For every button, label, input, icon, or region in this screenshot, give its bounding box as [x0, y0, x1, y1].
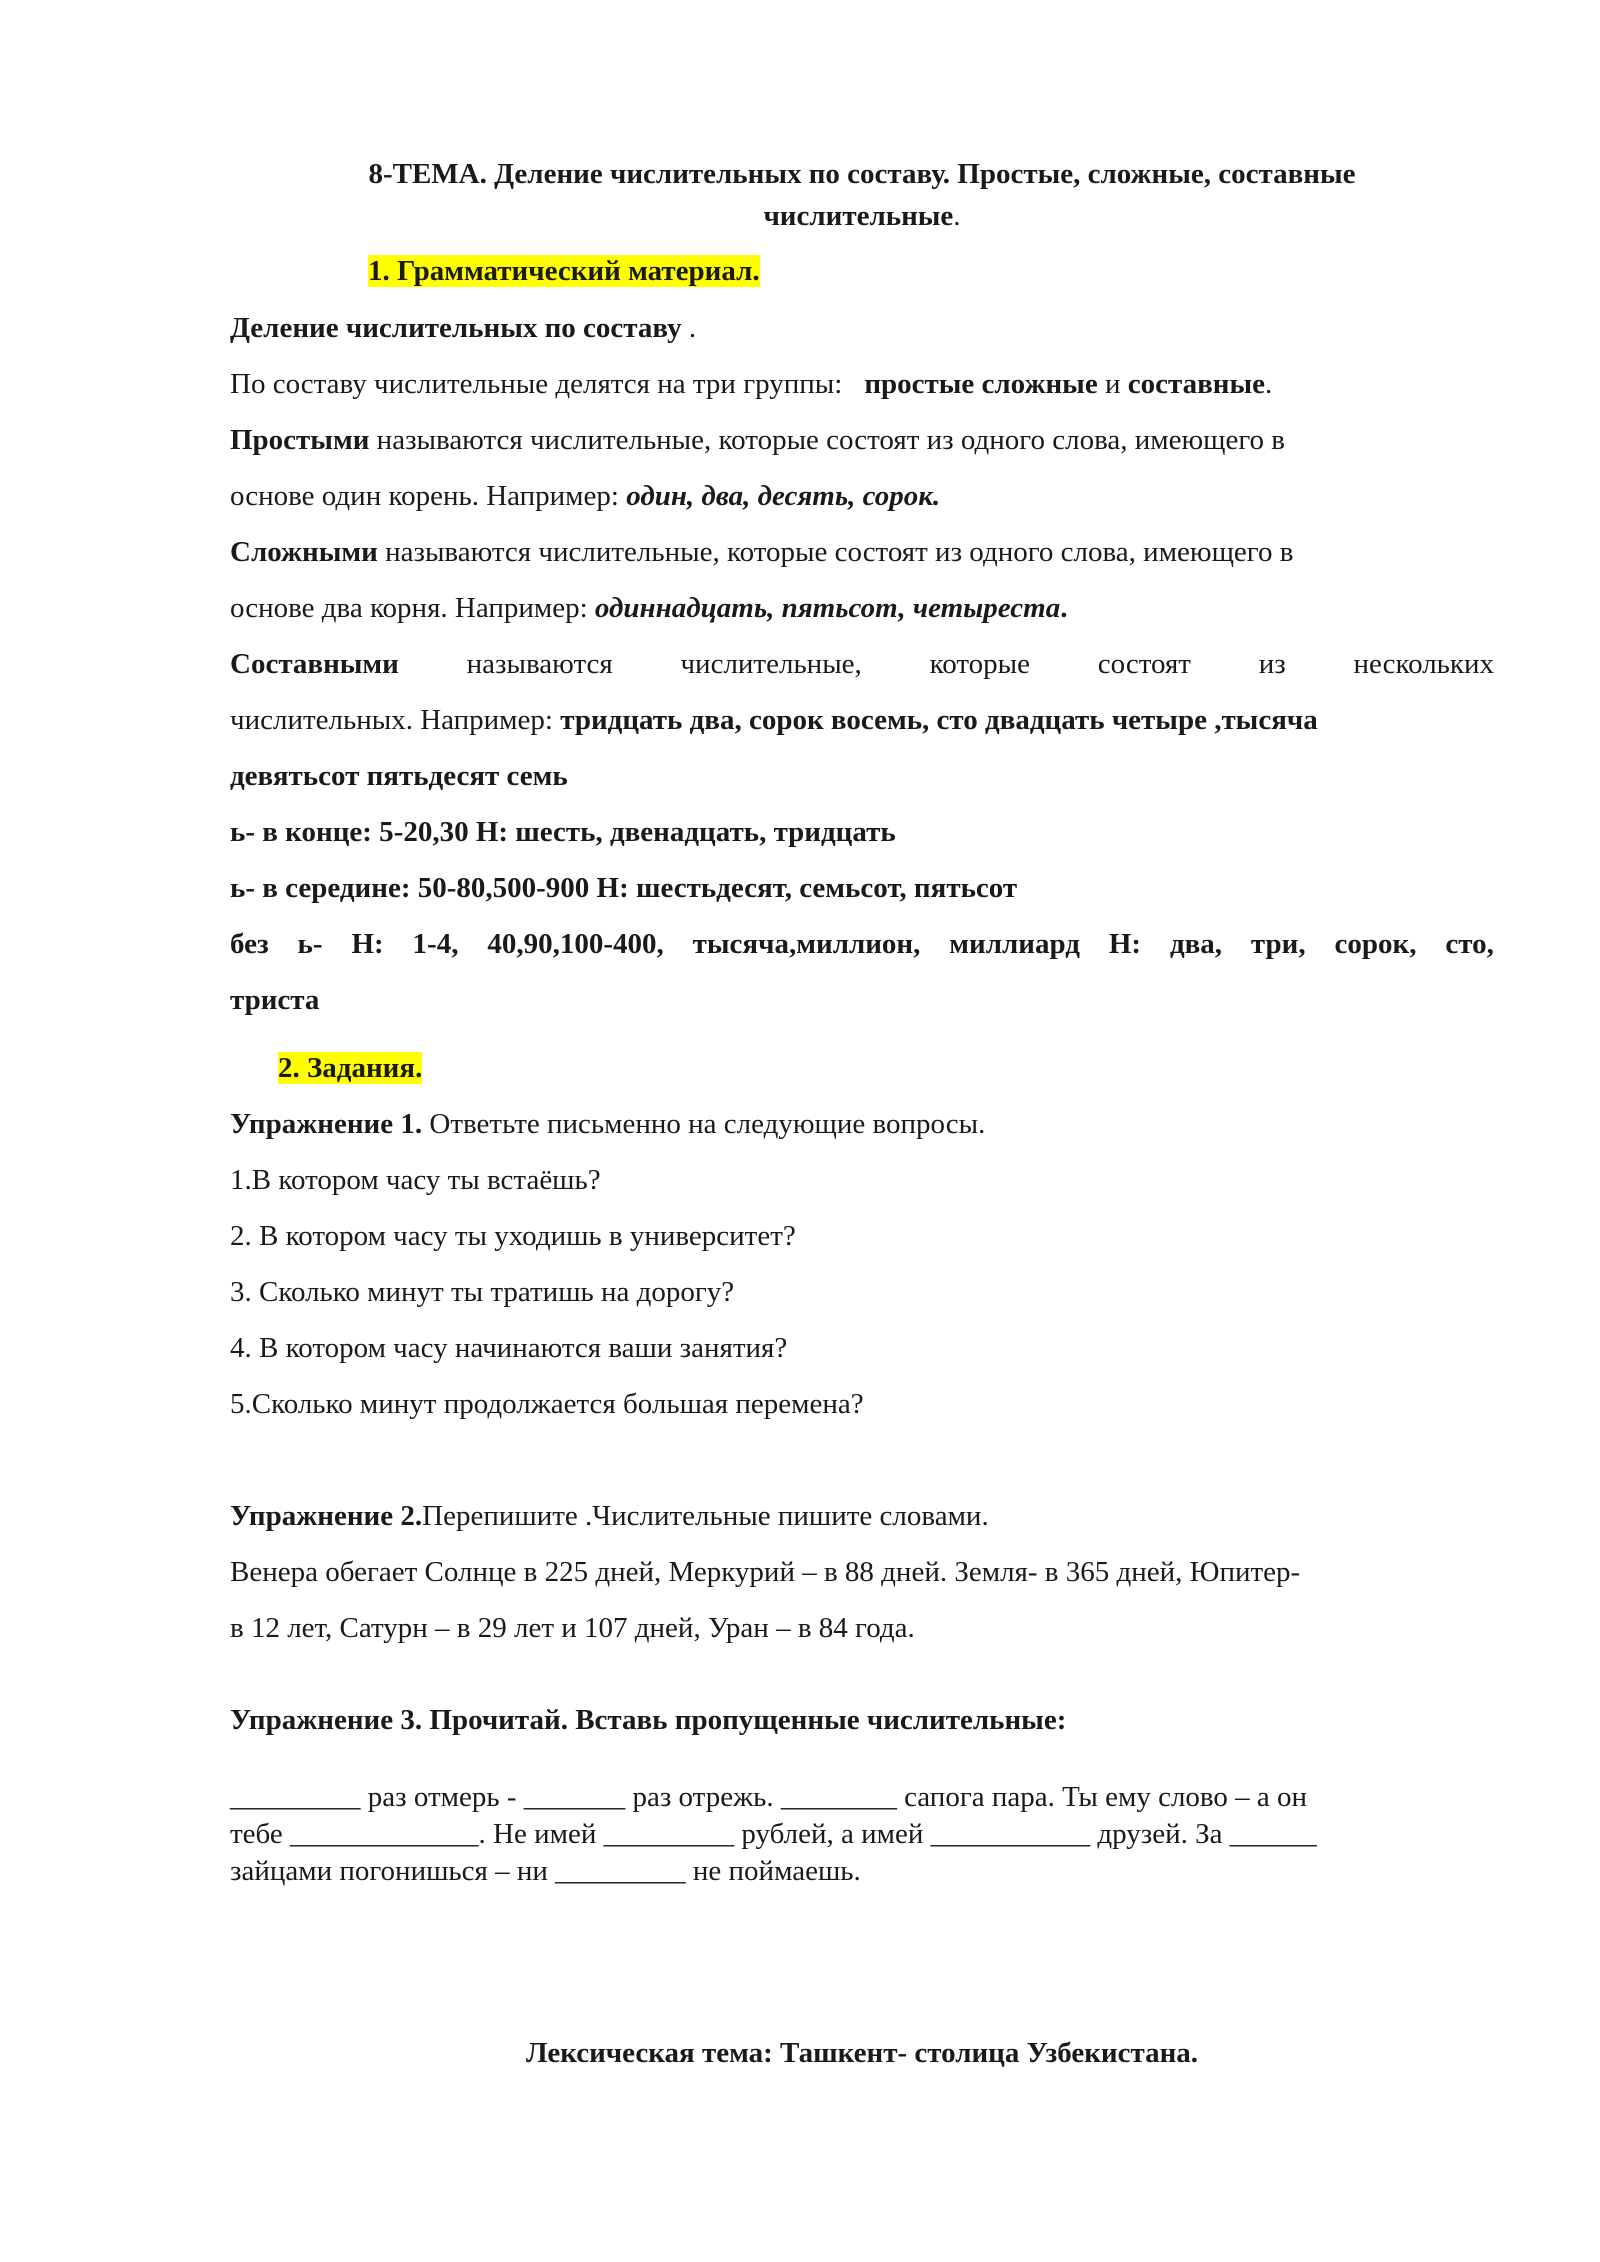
- rule-word: два,: [1169, 928, 1223, 960]
- simple-definition-line2: [230, 478, 1494, 514]
- rule-word: Н:: [351, 928, 384, 960]
- soft-sign-without-rule-line2: триста: [230, 984, 320, 1016]
- highlighted-heading: 2. Задания.: [278, 1052, 423, 1084]
- rule-word: 1-4,: [412, 928, 459, 960]
- compound-word: которые: [929, 648, 1030, 680]
- complex-line1-rest: называются числительные, которые состоят из одного слова, имеющего в: [377, 536, 1294, 568]
- rule-word: три,: [1250, 928, 1306, 960]
- exercise1-question: 5.Сколько минут продолжается большая перемена?: [230, 1388, 864, 1420]
- compound-term: Составными: [230, 648, 399, 680]
- section-heading-tasks: [278, 1050, 422, 1086]
- soft-sign-middle-rule: ь- в середине: 50-80,500-900 Н: шестьдесят, семьсот, пятьсот: [230, 872, 1018, 904]
- exercise1-question: 1.В котором часу ты встаёшь?: [230, 1164, 601, 1196]
- intro-term3: составные: [1127, 368, 1265, 400]
- exercise3-text-line1: _________ раз отмерь - _______ раз отрежь. ________ сапога пара. Ты ему слово – а он: [230, 1781, 1308, 1813]
- document-title-line2: [230, 198, 1494, 234]
- intro-and: и: [1097, 368, 1128, 400]
- rule-word: ь-: [297, 928, 323, 960]
- soft-sign-end-rule: ь- в конце: 5-20,30 Н: шесть, двенадцать, тридцать: [230, 816, 896, 848]
- section-heading-grammar: [368, 253, 760, 289]
- exercise1-question: 4. В котором часу начинаются ваши занятия?: [230, 1332, 788, 1364]
- exercise2-text-line1: Венера обегает Солнце в 225 дней, Меркурий – в 88 дней. Земля- в 365 дней, Юпитер-: [230, 1556, 1301, 1588]
- rule-word: тысяча,миллион,: [692, 928, 921, 960]
- intro-paragraph: [230, 366, 1494, 402]
- simple-line2-text: основе один корень. Например:: [230, 480, 627, 512]
- document-title-line1: 8-ТЕМА. Деление числительных по составу. Простые, сложные, составные: [368, 158, 1356, 190]
- subheading: [230, 310, 1494, 346]
- title-period: .: [953, 200, 961, 232]
- complex-line2-text: основе два корня. Например:: [230, 592, 595, 624]
- title-term: числительные: [763, 200, 954, 232]
- complex-period: .: [1060, 592, 1068, 624]
- complex-term: Сложными: [230, 536, 378, 568]
- compound-word: из: [1258, 648, 1286, 680]
- exercise2-instruction: Перепишите .Числительные пишите словами.: [422, 1500, 989, 1532]
- complex-definition-line2: [230, 590, 1494, 626]
- complex-examples: одиннадцать, пятьсот, четыреста: [594, 592, 1061, 624]
- compound-definition-line3: девятьсот пятьдесят семь: [230, 760, 568, 792]
- rule-word: миллиард: [949, 928, 1080, 960]
- exercise2-heading: [230, 1498, 1494, 1534]
- exercise3-text-line3: зайцами погонишься – ни _________ не поймаешь.: [230, 1855, 861, 1887]
- subheading-text: Деление числительных по составу: [230, 312, 682, 344]
- rule-word: сто,: [1445, 928, 1494, 960]
- subheading-tail: .: [681, 312, 697, 344]
- compound-word: состоят: [1097, 648, 1191, 680]
- simple-line1-rest: называются числительные, которые состоят из одного слова, имеющего в: [369, 424, 1285, 456]
- exercise1-question: 3. Сколько минут ты тратишь на дорогу?: [230, 1276, 735, 1308]
- exercise2-text-line2: в 12 лет, Сатурн – в 29 лет и 107 дней, Уран – в 84 года.: [230, 1612, 915, 1644]
- exercise1-heading: [230, 1106, 1494, 1142]
- rule-word: без: [230, 928, 269, 960]
- lexical-topic-heading: Лексическая тема: Ташкент- столица Узбекистана.: [525, 2037, 1199, 2069]
- simple-term: Простыми: [230, 424, 370, 456]
- rule-word: сорок,: [1334, 928, 1417, 960]
- intro-period: .: [1264, 368, 1273, 400]
- compound-definition-line2: [230, 702, 1494, 738]
- simple-definition-line1: [230, 422, 1494, 458]
- compound-definition-line1: [230, 646, 1494, 682]
- exercise3-text-line2: тебе _____________. Не имей _________ рублей, а имей ___________ друзей. За ______: [230, 1818, 1317, 1850]
- intro-text: По составу числительные делятся на три группы:: [230, 368, 843, 400]
- highlighted-heading: 1. Грамматический материал.: [368, 255, 760, 287]
- compound-word: числительные,: [680, 648, 862, 680]
- simple-examples: один, два, десять, сорок.: [626, 480, 941, 512]
- complex-definition-line1: [230, 534, 1494, 570]
- soft-sign-without-rule-line1: [230, 926, 1494, 962]
- intro-terms: простые сложные: [864, 368, 1098, 400]
- compound-word: называются: [466, 648, 613, 680]
- exercise1-question: 2. В котором часу ты уходишь в университет?: [230, 1220, 796, 1252]
- compound-examples: тридцать два, сорок восемь, сто двадцать четыре ,тысяча: [560, 704, 1318, 736]
- compound-line2-text: числительных. Например:: [230, 704, 561, 736]
- exercise3-heading: Упражнение 3. Прочитай. Вставь пропущенные числительные:: [230, 1704, 1067, 1736]
- exercise2-label: Упражнение 2.: [230, 1500, 423, 1532]
- compound-word: нескольких: [1353, 648, 1494, 680]
- rule-word: Н:: [1108, 928, 1142, 960]
- rule-word: 40,90,100-400,: [487, 928, 664, 960]
- exercise1-label: Упражнение 1.: [230, 1108, 423, 1140]
- exercise1-instruction: Ответьте письменно на следующие вопросы.: [422, 1108, 986, 1140]
